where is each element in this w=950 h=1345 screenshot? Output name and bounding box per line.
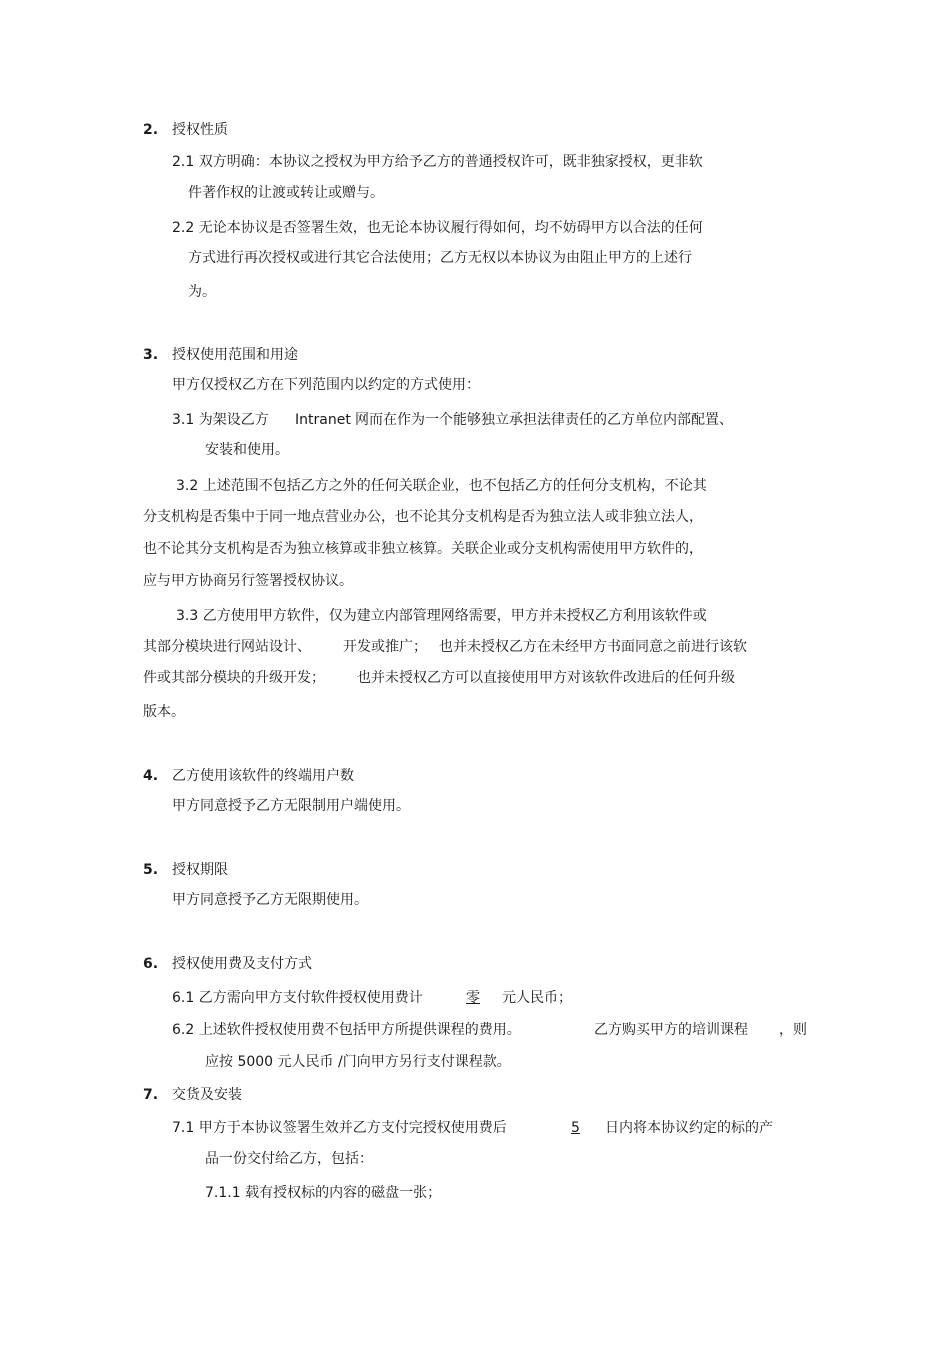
fee-amount-field: 零 <box>466 990 480 1006</box>
section-number: 5. <box>143 862 159 878</box>
clause-text: Intranet <box>295 412 351 428</box>
clause-text: 为。 <box>188 284 216 300</box>
clause-text: 件著作权的让渡或转让或赠与。 <box>188 185 384 201</box>
section-intro: 甲方仅授权乙方在下列范围内以约定的方式使用： <box>172 377 480 393</box>
clause-text: 3.3 乙方使用甲方软件，仅为建立内部管理网络需要，甲方并未授权乙方利用该软件或 <box>176 608 707 624</box>
section-body: 甲方同意授予乙方无限期使用。 <box>172 892 368 908</box>
clause-text: 应与甲方协商另行签署授权协议。 <box>143 573 353 589</box>
section-title: 授权使用费及支付方式 <box>172 956 312 972</box>
clause-text: 开发或推广； <box>343 639 427 655</box>
clause-text: 也不论其分支机构是否为独立核算或非独立核算。关联企业或分支机构需使用甲方软件的， <box>143 541 703 557</box>
clause-text: 版本。 <box>143 704 185 720</box>
clause-text: 3.2 上述范围不包括乙方之外的任何关联企业，也不包括乙方的任何分支机构，不论其 <box>176 478 707 494</box>
clause-text: 元人民币； <box>502 990 572 1006</box>
clause-text: 分支机构是否集中于同一地点营业办公，也不论其分支机构是否为独立法人或非独立法人， <box>143 509 703 525</box>
clause-text: 品一份交付给乙方，包括： <box>205 1151 373 1167</box>
section-title: 交货及安装 <box>172 1087 242 1103</box>
clause-text: 6.1 乙方需向甲方支付软件授权使用费计 <box>172 990 423 1006</box>
section-number: 4. <box>143 768 159 784</box>
clause-text: 3.1 为架设乙方 <box>172 412 269 428</box>
section-body: 甲方同意授予乙方无限制用户端使用。 <box>172 798 410 814</box>
clause-text: 也并未授权乙方可以直接使用甲方对该软件改进后的任何升级 <box>357 670 735 686</box>
clause-text: 乙方购买甲方的培训课程 <box>594 1022 748 1038</box>
section-title: 授权性质 <box>172 122 228 138</box>
clause-text: 其部分模块进行网站设计、 <box>143 639 311 655</box>
section-number: 3. <box>143 347 159 363</box>
section-title: 乙方使用该软件的终端用户数 <box>172 768 354 784</box>
clause-text: 6.2 上述软件授权使用费不包括甲方所提供课程的费用。 <box>172 1022 521 1038</box>
clause-text: ，则 <box>779 1022 807 1038</box>
clause-text: 网而在作为一个能够独立承担法律责任的乙方单位内部配置、 <box>355 412 733 428</box>
section-number: 6. <box>143 956 159 972</box>
clause-text: 2.1 双方明确：本协议之授权为甲方给予乙方的普通授权许可，既非独家授权，更非软 <box>172 154 703 170</box>
delivery-days-field: 5 <box>571 1120 580 1136</box>
clause-text: 方式进行再次授权或进行其它合法使用；乙方无权以本协议为由阻止甲方的上述行 <box>188 250 692 266</box>
clause-text: 应按 5000 元人民币 /门向甲方另行支付课程款。 <box>205 1054 511 1070</box>
clause-text: 7.1 甲方于本协议签署生效并乙方支付完授权使用费后 <box>172 1120 507 1136</box>
section-title: 授权使用范围和用途 <box>172 347 298 363</box>
clause-text: 件或其部分模块的升级开发； <box>143 670 325 686</box>
section-title: 授权期限 <box>172 862 228 878</box>
section-number: 2. <box>143 122 159 138</box>
section-number: 7. <box>143 1087 159 1103</box>
clause-text: 安装和使用。 <box>205 442 289 458</box>
sub-clause-text: 7.1.1 载有授权标的内容的磁盘一张； <box>205 1185 442 1201</box>
clause-text: 2.2 无论本协议是否签署生效，也无论本协议履行得如何，均不妨碍甲方以合法的任何 <box>172 220 703 236</box>
clause-text: 也并未授权乙方在未经甲方书面同意之前进行该软 <box>439 639 747 655</box>
clause-text: 日内将本协议约定的标的产 <box>605 1120 773 1136</box>
